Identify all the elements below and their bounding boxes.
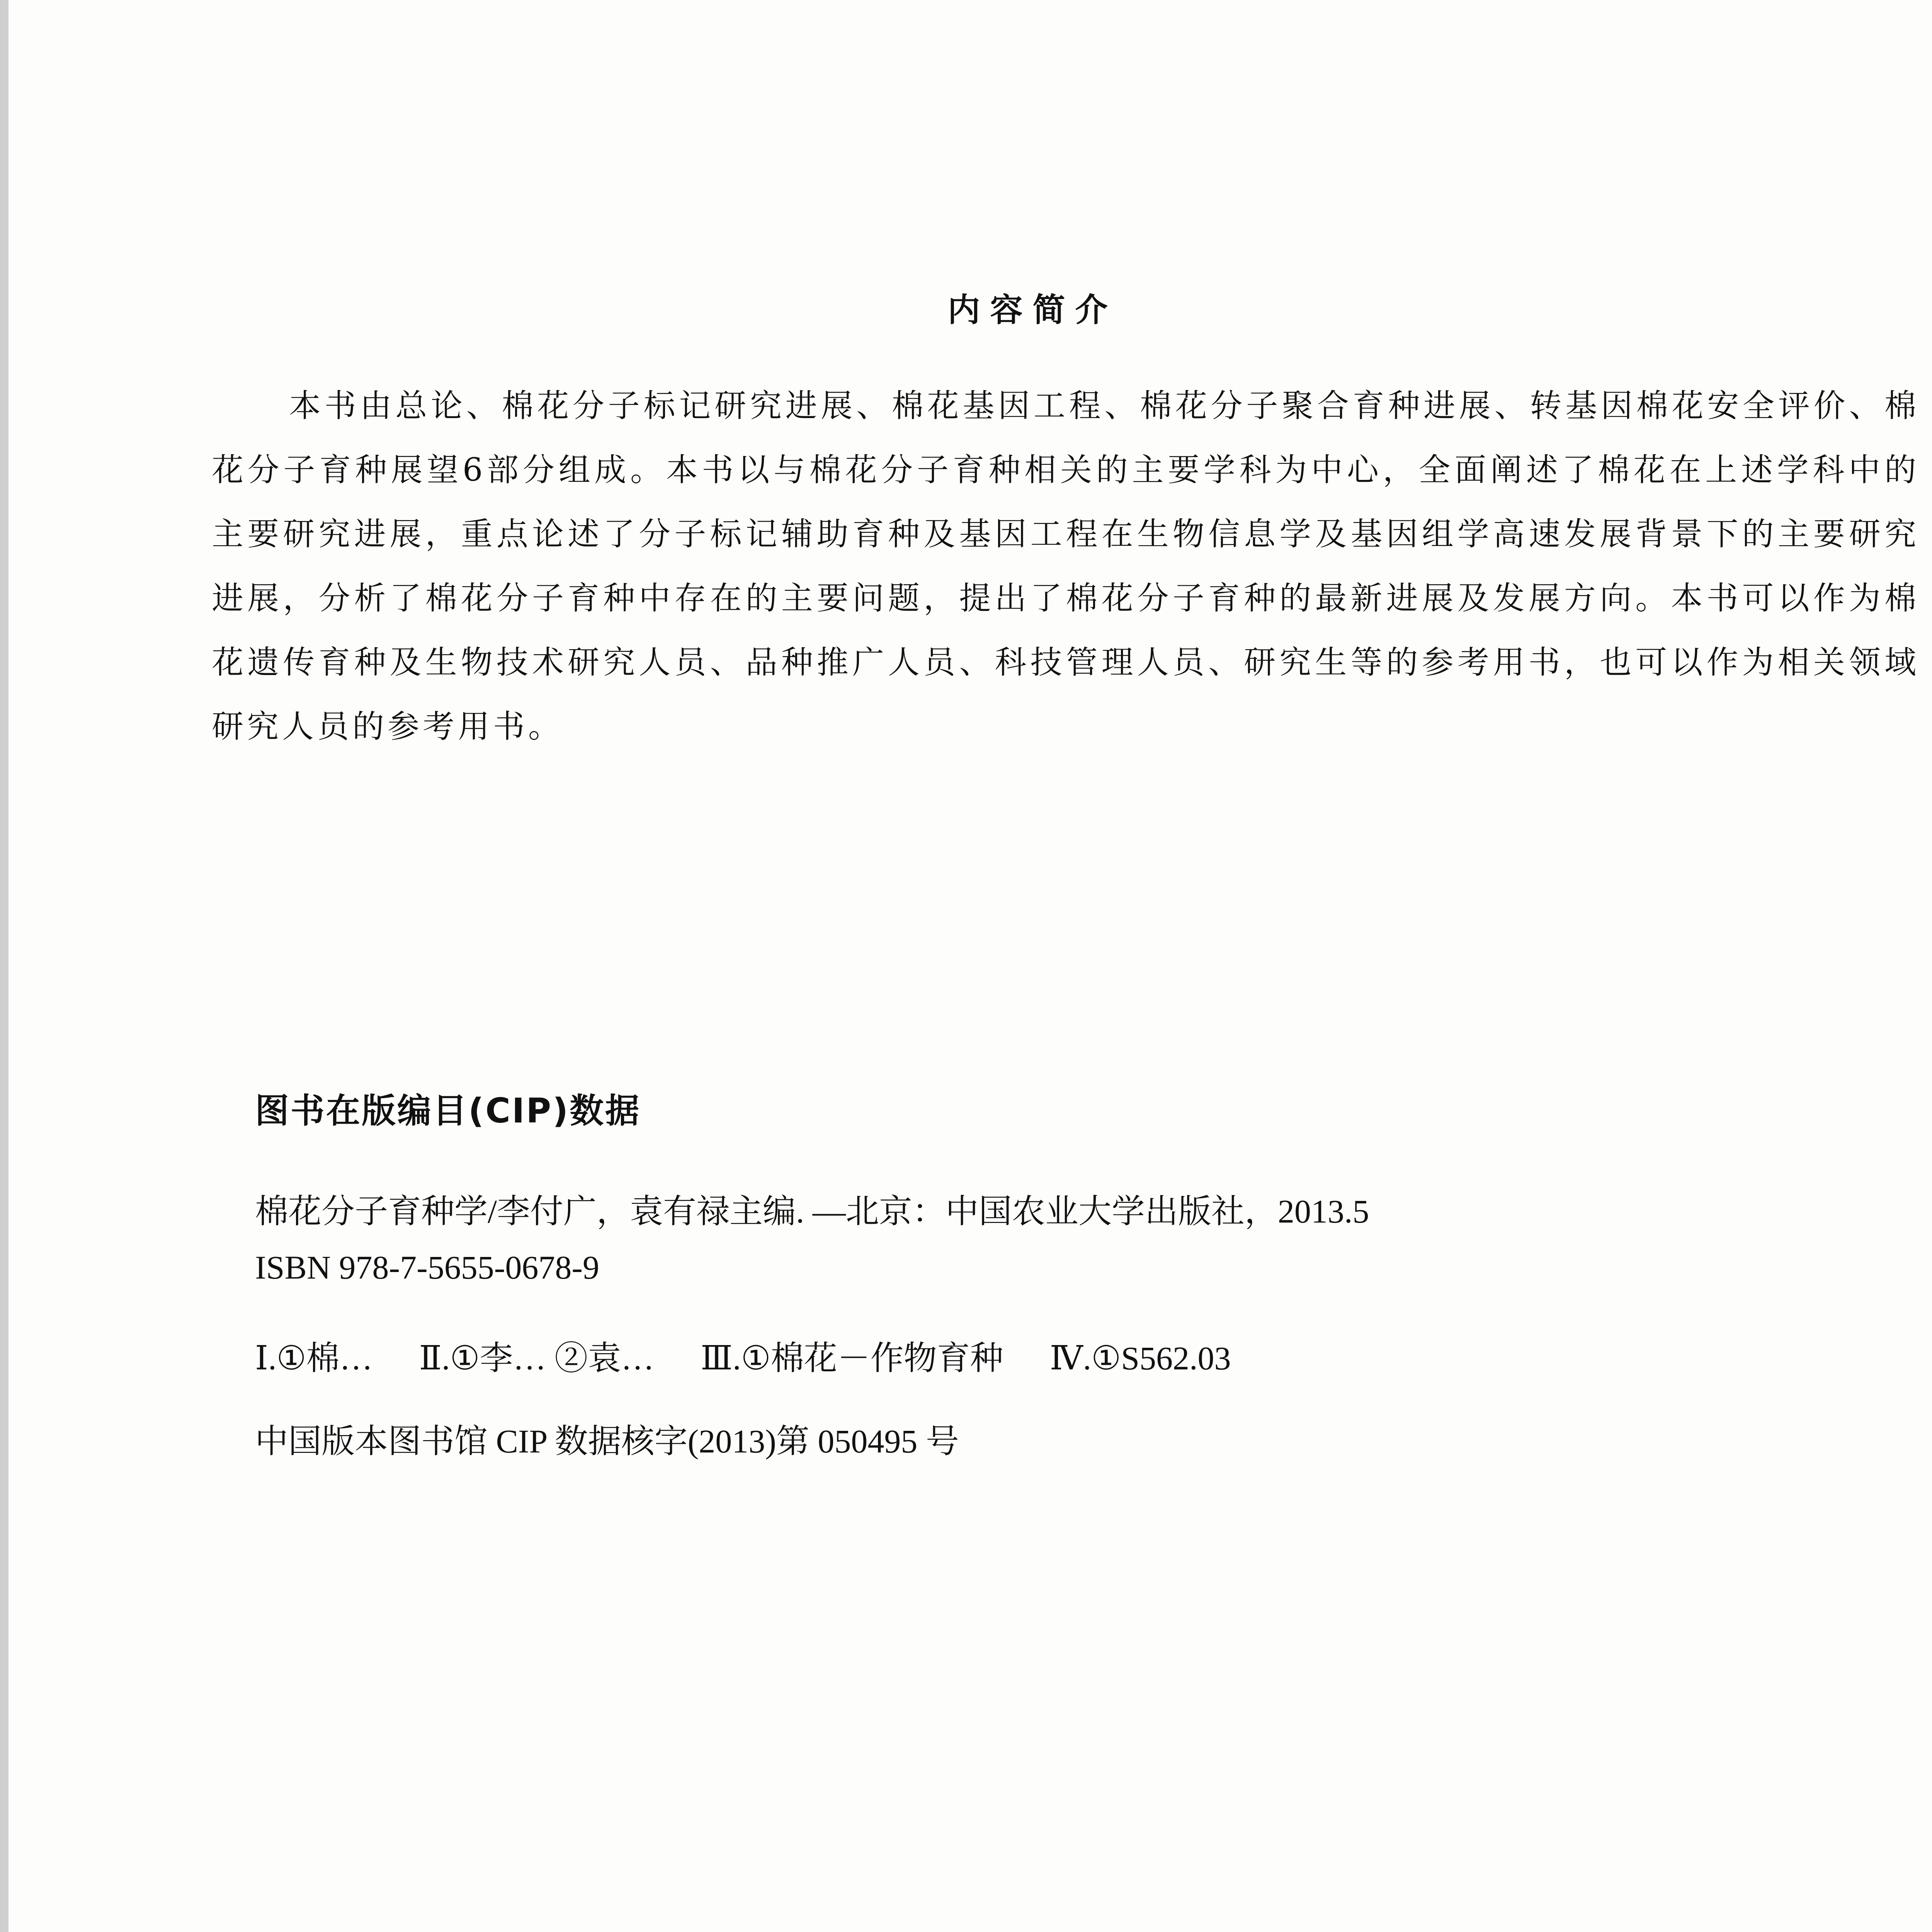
cip-isbn: ISBN 978-7-5655-0678-9 <box>255 1249 599 1286</box>
book-name-label <box>251 1930 417 1932</box>
cip-main-entry: 棉花分子育种学/李付广，袁有禄主编. —北京：中国农业大学出版社，2013.5 <box>255 1193 1369 1230</box>
intro-heading: 内容简介 <box>947 291 1118 329</box>
cip-class-4: Ⅳ.①S562.03 <box>1049 1340 1231 1377</box>
book-name-row <box>251 1930 672 1932</box>
cip-class-2: Ⅱ.①李… ②袁… <box>419 1340 655 1377</box>
cip-class-3: Ⅲ.①棉花－作物育种 <box>701 1340 1003 1377</box>
intro-body: 本书由总论、棉花分子标记研究进展、棉花基因工程、棉花分子聚合育种进展、转基因棉花安全评价、棉花分子育种展望6部分组成。本书以与棉花分子育种相关的主要学科为中心，全面阐述了棉花在上述学科中的主要研究进展，重点论述了分子标记辅助育种及基因工程在生物信息学及基因组学高速发展背景下的主要研究进展，分析了棉花分子育种中存在的主要问题，提出了棉花分子育种的最新进展及发展方向。本书可以作为棉花遗传育种及生物技术研究人员、品种推广人员、科技管理人员、研究生等的参考用书，也可以作为相关领域研究人员的参考用书。 <box>212 388 1920 745</box>
cip-class-1: Ⅰ.①棉… <box>255 1340 373 1377</box>
cip-approval: 中国版本图书馆 CIP 数据核字(2013)第 050495 号 <box>255 1423 959 1460</box>
cip-title: 图书在版编目(CIP)数据 <box>255 1091 641 1131</box>
cip-classification <box>255 1331 1277 1379</box>
